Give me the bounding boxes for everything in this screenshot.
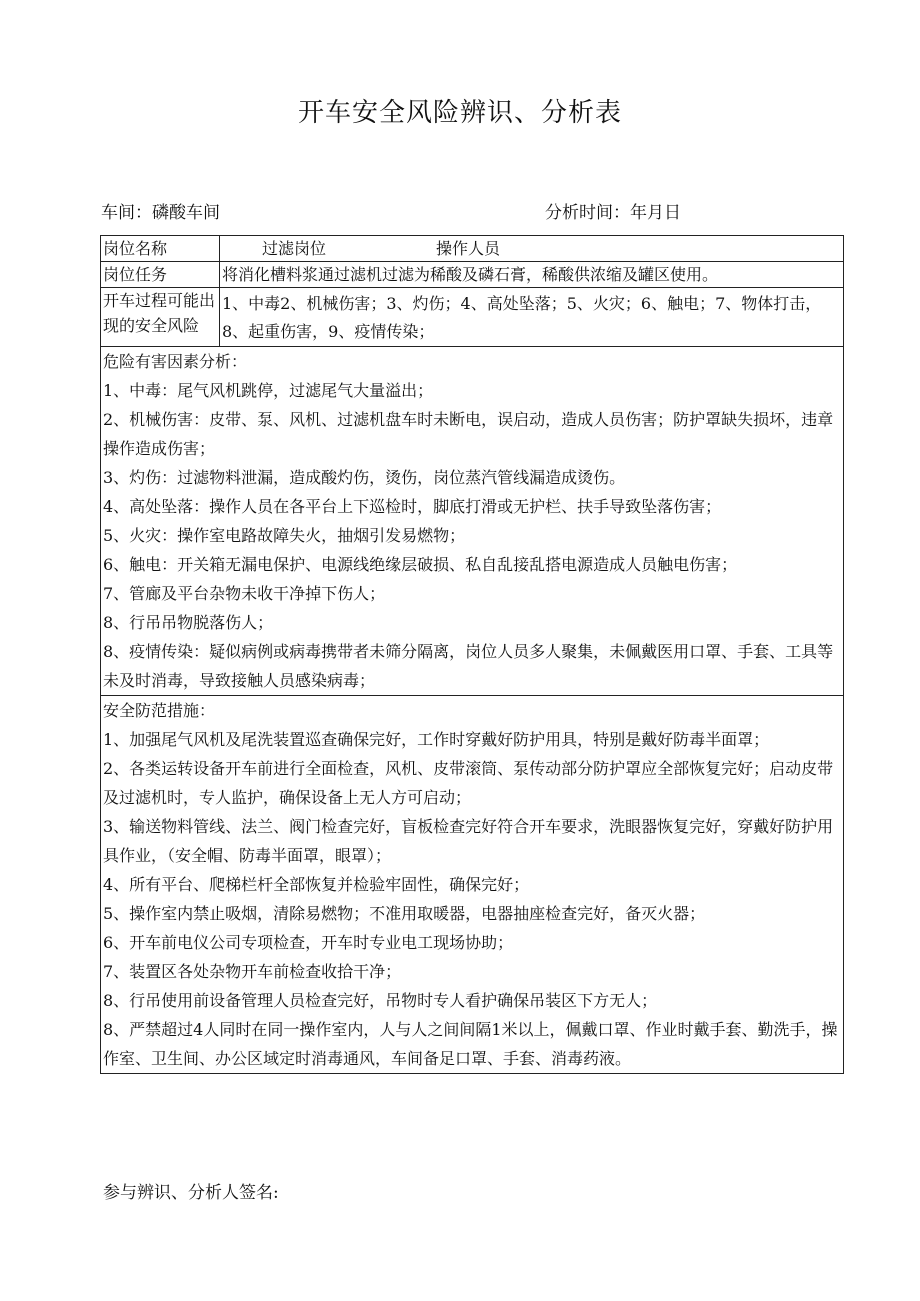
hazard-item: 8、疫情传染：疑似病例或病毒携带者未筛分隔离，岗位人员多人聚集，未佩戴医用口罩、手套、工具等未及时消毒，导致接触人员感染病毒； [103,642,834,690]
measure-item: 7、装置区各处杂物开车前检查收拾干净； [103,962,402,981]
analysis-time-label: 分析时间：年月日 [545,203,681,223]
hazard-item: 4、高处坠落：操作人员在各平台上下巡检时，脚底打滑或无护栏、扶手导致坠落伤害； [103,497,722,516]
hazard-item: 3、灼伤：过滤物料泄漏，造成酸灼伤，烫伤，岗位蒸汽管线漏造成烫伤。 [103,468,626,487]
workshop-label: 车间：磷酸车间 [101,203,220,223]
risk-value: 1、中毒2、机械伤害；3、灼伤；4、高处坠落；5、火灾；6、触电；7、物体打击，8、起重伤害，9、疫情传染； [220,288,844,347]
hazard-item: 8、行吊吊物脱落伤人； [103,613,274,632]
signature-label: 参与辨识、分析人签名: [103,1183,279,1203]
post-name-row [101,236,844,262]
hazards-cell [101,347,844,696]
measure-item: 1、加强尾气风机及尾洗装置巡查确保完好，工作时穿戴好防护用具，特别是戴好防毒半面罩； [103,730,770,749]
hazards-heading: 危险有害因素分析： [103,352,248,371]
post-task-value: 将消化槽料浆通过滤机过滤为稀酸及磷石膏，稀酸供浓缩及罐区使用。 [220,262,844,288]
risk-analysis-table [100,235,844,1074]
hazard-item: 1、中毒：尾气风机跳停，过滤尾气大量溢出； [103,381,434,400]
measure-item: 2、各类运转设备开车前进行全面检查，风机、皮带滚筒、泵传动部分防护罩应全部恢复完好；启动皮带及过滤机时，专人监护，确保设备上无人方可启动； [103,759,834,807]
hazard-item: 7、管廊及平台杂物未收干净掉下伤人； [103,584,386,603]
post-name-cell [220,236,844,262]
hazards-row [101,347,844,696]
hazard-item: 6、触电：开关箱无漏电保护、电源线绝缘层破损、私自乱接乱搭电源造成人员触电伤害； [103,555,738,574]
post-task-row [101,262,844,288]
risk-row [101,288,844,347]
measure-item: 8、严禁超过4人同时在同一操作室内，人与人之间间隔1米以上，佩戴口罩、作业时戴手套、勤洗手，操作室、卫生间、办公区域定时消毒通风，车间备足口罩、手套、消毒药液。 [103,1020,838,1068]
measures-row [101,696,844,1074]
hazard-item: 5、火灾：操作室电路故障失火，抽烟引发易燃物； [103,526,466,545]
measures-heading: 安全防范措施： [103,701,216,720]
page-title: 开车安全风险辨识、分析表 [297,98,622,128]
post-task-label: 岗位任务 [101,262,220,288]
risk-label: 开车过程可能出现的安全风险 [101,288,220,347]
hazard-item: 2、机械伤害：皮带、泵、风机、过滤机盘车时未断电，误启动，造成人员伤害；防护罩缺失损坏，违章操作造成伤害； [103,410,834,458]
measure-item: 6、开车前电仪公司专项检查，开车时专业电工现场协助； [103,933,514,952]
post-name-label: 岗位名称 [101,236,220,262]
measure-item: 8、行吊使用前设备管理人员检查完好，吊物时专人看护确保吊装区下方无人； [103,991,658,1010]
operator-label: 操作人员 [436,239,501,258]
measures-cell [101,696,844,1074]
post-name-value: 过滤岗位 [262,239,327,258]
measure-item: 5、操作室内禁止吸烟，清除易燃物；不准用取暖器，电器抽座检查完好，备灭火器； [103,904,706,923]
measure-item: 3、输送物料管线、法兰、阀门检查完好，盲板检查完好符合开车要求，洗眼器恢复完好，穿戴好防护用具作业，（安全帽、防毒半面罩，眼罩）； [103,817,834,865]
measure-item: 4、所有平台、爬梯栏杆全部恢复并检验牢固性，确保完好； [103,875,530,894]
